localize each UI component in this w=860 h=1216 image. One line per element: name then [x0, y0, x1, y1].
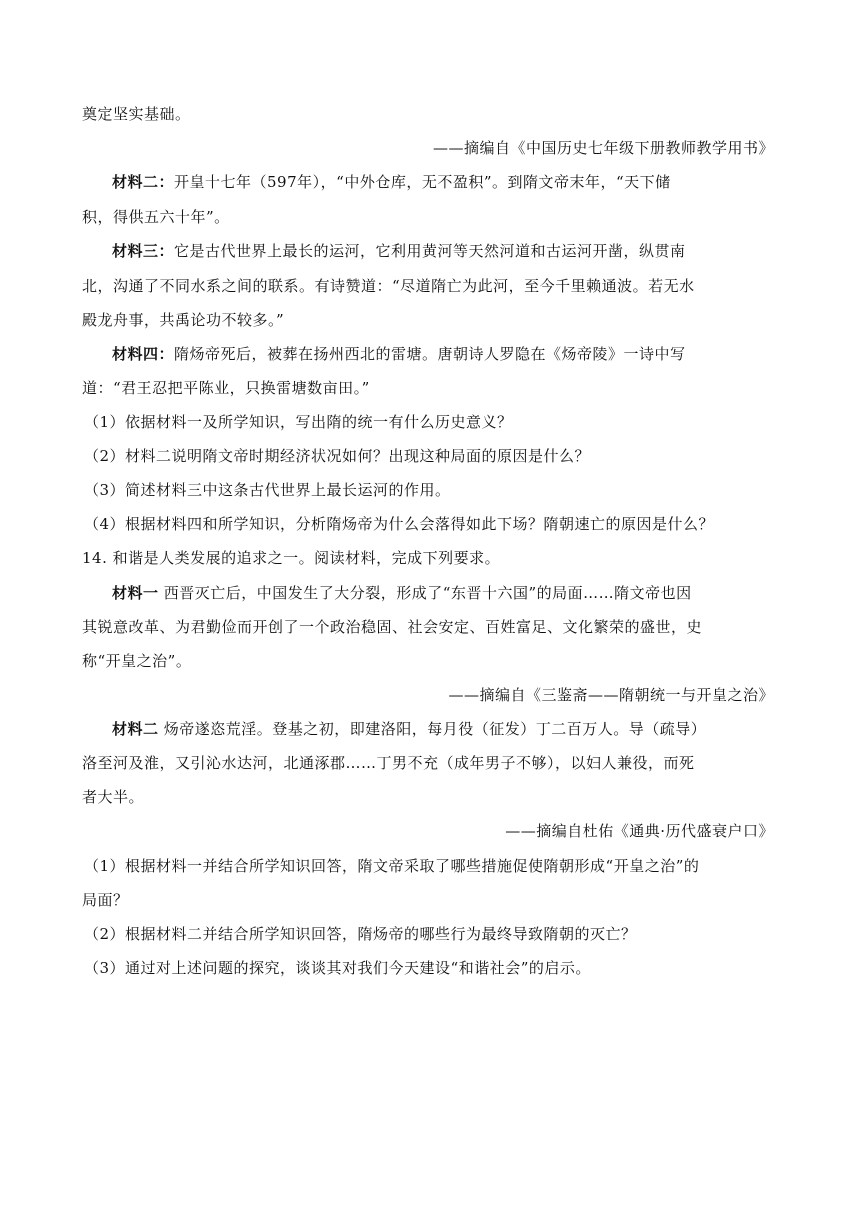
- question-line: （3）简述材料三中这条古代世界上最长运河的作用。: [84, 481, 451, 499]
- question-line: （1）根据材料一并结合所学知识回答，隋文帝采取了哪些措施促使隋朝形成“开皇之治”的: [84, 857, 700, 875]
- material-text: 西晋灭亡后，中国发生了大分裂，形成了“东晋十六国”的局面……隋文帝也因: [158, 584, 692, 602]
- material-2-line: [112, 172, 671, 192]
- question-line: （4）根据材料四和所学知识，分析隋炀帝为什么会落得如此下场？隋朝速亡的原因是什么？: [84, 515, 715, 533]
- material-text: 炀帝遂恣荒淫。登基之初，即建洛阳，每月役（征发）丁二百万人。导（疏导）: [158, 720, 707, 738]
- material-2-line: [112, 719, 706, 739]
- source-citation: ——摘编自杜佑《通典·历代盛衰户口》: [505, 822, 774, 840]
- text-line: 洛至河及淮，又引沁水达河，北通涿郡……丁男不充（成年男子不够），以妇人兼役，而死: [82, 754, 695, 772]
- text-line: 局面？: [82, 891, 129, 909]
- question-line: （3）通过对上述问题的探究，谈谈其对我们今天建设“和谐社会”的启示。: [84, 959, 591, 977]
- text-line: 称“开皇之治”。: [82, 652, 192, 670]
- material-label: 材料二：: [112, 173, 175, 191]
- source-citation: ——摘编自《中国历史七年级下册教师教学用书》: [432, 139, 774, 157]
- text-line: 奠定坚实基础。: [82, 105, 191, 123]
- material-3-line: [112, 241, 686, 261]
- text-line: 北，沟通了不同水系之间的联系。有诗赞道：“尽道隋亡为此河，至今千里赖通波。若无水: [82, 277, 695, 295]
- material-text: 隋炀帝死后，被葬在扬州西北的雷塘。唐朝诗人罗隐在《炀帝陵》一诗中写: [174, 345, 686, 363]
- text-line: 者大半。: [82, 788, 145, 806]
- material-text: 开皇十七年（597年），“中外仓库，无不盈积”。到隋文帝末年，“天下储: [174, 173, 671, 191]
- question-line: （1）依据材料一及所学知识，写出隋的统一有什么历史意义？: [84, 413, 513, 431]
- material-label: 材料二: [112, 720, 159, 738]
- question-line: （2）材料二说明隋文帝时期经济状况如何？出现这种局面的原因是什么？: [84, 447, 591, 465]
- material-label: 材料四：: [112, 345, 175, 363]
- text-line: 殿龙舟事，共禹论功不较多。”: [82, 311, 285, 329]
- text-line: 其锐意改革、为君勤俭而开创了一个政治稳固、社会安定、百姓富足、文化繁荣的盛世，史: [82, 618, 703, 636]
- text-line: 积，得供五六十年”。: [82, 208, 230, 226]
- question-14-heading: 14. 和谐是人类发展的追求之一。阅读材料，完成下列要求。: [82, 549, 501, 567]
- text-line: 道：“君王忍把平陈业，只换雷塘数亩田。”: [82, 379, 370, 397]
- material-label: 材料一: [112, 584, 159, 602]
- source-citation: ——摘编自《三鉴斋——隋朝统一与开皇之治》: [448, 686, 774, 704]
- material-1-line: [112, 583, 692, 603]
- material-text: 它是古代世界上最长的运河，它利用黄河等天然河道和古运河开凿，纵贯南: [174, 242, 686, 260]
- material-4-line: [112, 344, 686, 364]
- material-label: 材料三：: [112, 242, 175, 260]
- question-line: （2）根据材料二并结合所学知识回答，隋炀帝的哪些行为最终导致隋朝的灭亡？: [84, 925, 637, 943]
